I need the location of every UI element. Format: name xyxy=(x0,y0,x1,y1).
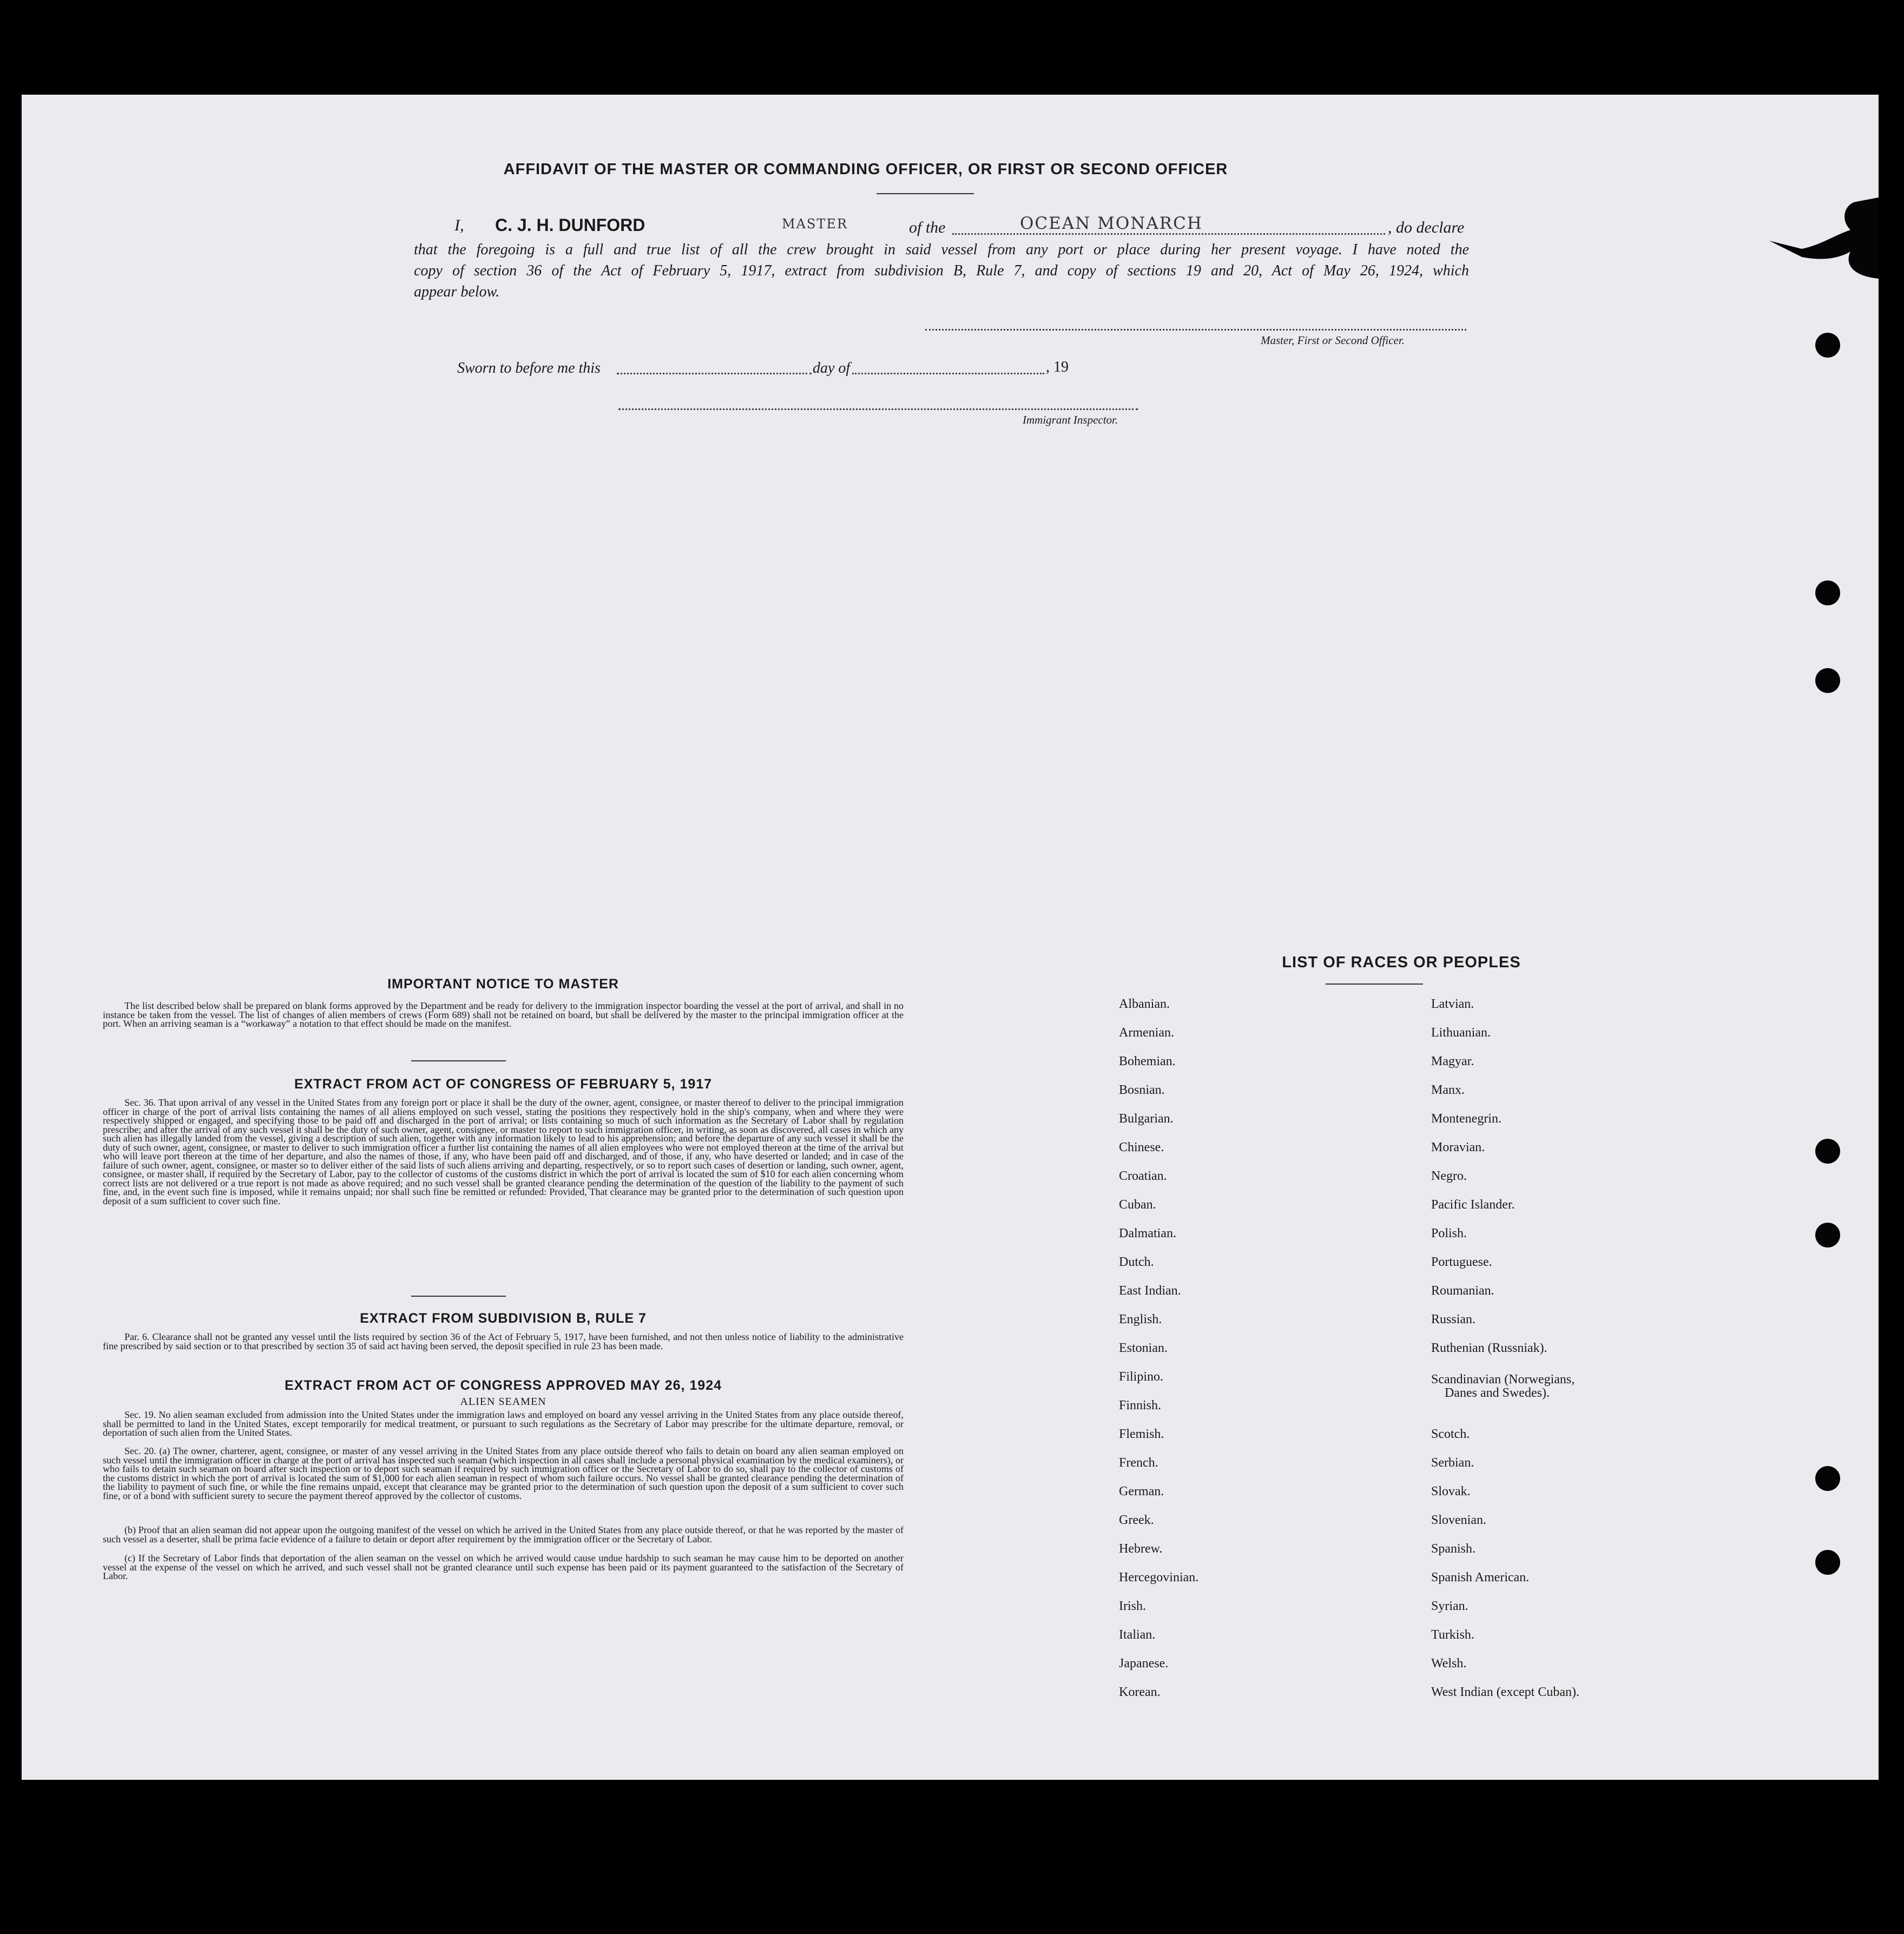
race-item: Spanish American. xyxy=(1431,1570,1530,1585)
declarant-prefix: I, xyxy=(454,216,464,234)
form-sheet xyxy=(22,95,1879,1780)
affidavit-title: AFFIDAVIT OF THE MASTER OR COMMANDING OFFICER, OR FIRST OR SECOND OFFICER xyxy=(503,161,1228,178)
extract-1917-text: Sec. 36. That upon arrival of any vessel in the United States from any foreign port or place it shall be the duty of the owner, agent, consignee, or master thereof to deliver to the principal immigration officer in charge of the port of arrival lists containing the names of all aliens employed on such vessel, stating the positions they respectively hold in the ship's company, when and where they were respectively shipped or engaged, and specifying those to be paid off and discharged in the port of arrival; or lists containing so much of such information as the Secretary of Labor shall by regulation prescribe; and after the arrival of any such vessel it shall be the duty of such owner, agent, consignee, or master to report to such immigration officer, in writing, as soon as discovered, all cases in which any such alien has illegally landed from the vessel, giving a description of such alien, together with any information likely to lead to his apprehension; and before the departure of any such vessel it shall be the duty of such owner, agent, consignee, or master to deliver to such immigration officer a further list containing the names of all alien employees who were not employed thereon at the time of the arrival but who will leave port thereon at the time of her departure, and also the names of those, if any, who have been paid off and discharged, and of those, if any, who have deserted or landed; and in case of the failure of such owner, agent, consignee, or master so to deliver either of the said lists of such aliens arriving and departing, respectively, or so to report such cases of desertion or landing, such owner, agent, consignee, or master shall, if required by the Secretary of Labor, pay to the collector of customs of the customs district in which the port of arrival is located the sum of $10 for each alien concerning whom correct lists are not delivered or a true report is not made as above required; and no such vessel shall be granted clearance pending the determination of the question of the liability to the payment of such fine, and, in the event such fine is imposed, while it remains unpaid; nor shall such fine be remitted or refunded: Provided, That clearance may be granted prior to the determination of such question upon deposit of a sum sufficient to cover such fine. xyxy=(103,1097,904,1206)
extract-1917-divider xyxy=(411,1296,506,1297)
rule7-heading: EXTRACT FROM SUBDIVISION B, RULE 7 xyxy=(360,1311,647,1326)
signature-caption: Master, First or Second Officer. xyxy=(1261,334,1405,347)
race-item: Finnish. xyxy=(1119,1398,1162,1412)
extract-1924-section-19: Sec. 19. No alien seaman excluded from admission into the United States under the immigration laws and employed on board any vessel arriving in the United States from any place outside thereof, shall be permitted to land in the United States, except temporarily for medical treatment, or pursuant to such regulations as the Secretary of Labor may prescribe for the ultimate departure, removal, or deportation of such alien from the United States. xyxy=(103,1409,904,1438)
race-item: Latvian. xyxy=(1431,997,1474,1011)
race-item: Slovenian. xyxy=(1431,1513,1486,1527)
race-item: Irish. xyxy=(1119,1599,1146,1613)
master-name: C. J. H. DUNFORD xyxy=(495,215,645,235)
inspector-signature-line[interactable] xyxy=(618,408,1138,410)
declaration-line-3: appear below. xyxy=(414,283,500,300)
race-item: Slovak. xyxy=(1431,1484,1471,1499)
race-item: West Indian (except Cuban). xyxy=(1431,1685,1579,1699)
signature-line[interactable] xyxy=(925,329,1466,331)
race-item: Lithuanian. xyxy=(1431,1026,1491,1040)
declaration-line-1: that the foregoing is a full and true list of all the crew brought in said vessel from any port or place during her present voyage. I have noted the xyxy=(414,241,1469,258)
race-item: Dalmatian. xyxy=(1119,1226,1176,1240)
title-divider xyxy=(877,193,974,194)
race-item: Japanese. xyxy=(1119,1656,1169,1671)
binder-hole xyxy=(1815,1223,1840,1247)
race-item: Bosnian. xyxy=(1119,1083,1165,1097)
notice-text: The list described below shall be prepared on blank forms approved by the Department and be ready for delivery to the immigration inspector boarding the vessel at the port of arrival, and shall in no instance be taken from the vessel. The list of changes of alien members of crews (Form 689) shall not be retained on board, but shall be delivered by the master to the principal immigration officer at the port. When an arriving seaman is a “workaway” a notation to that effect should be made on the manifest. xyxy=(103,1000,904,1029)
race-item: Ruthenian (Russniak). xyxy=(1431,1341,1547,1355)
races-divider xyxy=(1326,983,1423,985)
race-item: Italian. xyxy=(1119,1628,1156,1642)
extract-1924-heading: EXTRACT FROM ACT OF CONGRESS APPROVED MAY 26, 1924 xyxy=(284,1378,722,1393)
race-item: Polish. xyxy=(1431,1226,1467,1240)
notice-divider xyxy=(411,1060,506,1061)
race-item: Dutch. xyxy=(1119,1255,1154,1269)
binder-hole xyxy=(1815,333,1840,358)
officer-position: MASTER xyxy=(782,216,848,232)
binder-hole xyxy=(1815,1139,1840,1164)
race-item: Negro. xyxy=(1431,1169,1467,1183)
race-item: Greek. xyxy=(1119,1513,1154,1527)
race-item: Estonian. xyxy=(1119,1341,1168,1355)
sworn-label: Sworn to before me this xyxy=(457,360,601,377)
race-item: Turkish. xyxy=(1431,1628,1474,1642)
vessel-line xyxy=(952,233,1385,235)
race-item: Russian. xyxy=(1431,1312,1476,1326)
extract-1924-section-20b: (b) Proof that an alien seaman did not appear upon the outgoing manifest of the vessel on which he arrived in the United States from any place outside thereof, or that he was reported by the master of such vessel as a deserter, shall be prima facie evidence of a failure to detain or deport after requirement by the immigration officer or the Secretary of Labor. xyxy=(103,1524,904,1544)
race-item: Bulgarian. xyxy=(1119,1112,1174,1126)
binder-hole xyxy=(1815,1466,1840,1491)
race-item: Bohemian. xyxy=(1119,1054,1176,1068)
race-item: Albanian. xyxy=(1119,997,1170,1011)
alien-seamen-subheading: ALIEN SEAMEN xyxy=(460,1396,546,1408)
extract-1924-section-20a: Sec. 20. (a) The owner, charterer, agent, consignee, or master of any vessel arriving in the United States from any place outside thereof who fails to detain on board any alien seaman employed on such vessel until the immigration officer in charge at the port of arrival has inspected such seaman (which inspection in all cases shall include a personal physical examination by the medical examiners), or who fails to detain such seaman on board after such inspection or to deport such seaman if required by such immigration officer or the Secretary of Labor to do so, shall pay to the collector of customs of the customs district in which the port of arrival is located the sum of $1,000 for each alien seaman in respect of whom such failure occurs. No vessel shall be granted clearance pending the determination of the liability to payment of such fine, or while the fine remains unpaid, except that clearance may be granted prior to the determination of such question upon the deposit of a sum sufficient to cover such fine, or of a bond with sufficient surety to secure the payment thereof approved by the collector of customs. xyxy=(103,1445,904,1501)
race-item: Flemish. xyxy=(1119,1427,1164,1441)
extract-1917-heading: EXTRACT FROM ACT OF CONGRESS OF FEBRUARY 5, 1917 xyxy=(294,1077,713,1092)
race-item: Portuguese. xyxy=(1431,1255,1492,1269)
inspector-caption: Immigrant Inspector. xyxy=(1023,413,1118,426)
race-item: East Indian. xyxy=(1119,1284,1181,1298)
race-item: Cuban. xyxy=(1119,1198,1156,1212)
race-item: Roumanian. xyxy=(1431,1284,1494,1298)
race-item: Hebrew. xyxy=(1119,1542,1163,1556)
notice-heading: IMPORTANT NOTICE TO MASTER xyxy=(387,976,619,992)
binder-hole xyxy=(1815,1550,1840,1575)
race-item: Croatian. xyxy=(1119,1169,1167,1183)
race-item: Korean. xyxy=(1119,1685,1161,1699)
race-item: Spanish. xyxy=(1431,1542,1476,1556)
race-item: Welsh. xyxy=(1431,1656,1467,1671)
binder-hole xyxy=(1815,668,1840,693)
race-item: Magyar. xyxy=(1431,1054,1474,1068)
race-item: Filipino. xyxy=(1119,1370,1164,1384)
race-item: Pacific Islander. xyxy=(1431,1198,1515,1212)
race-item: Scandinavian (Norwegians, xyxy=(1431,1372,1575,1387)
sworn-day-line[interactable] xyxy=(617,373,812,374)
race-item: French. xyxy=(1119,1456,1158,1470)
torn-edge-mark xyxy=(1769,197,1879,279)
race-item: Montenegrin. xyxy=(1431,1112,1501,1126)
races-heading: LIST OF RACES OR PEOPLES xyxy=(1282,954,1521,971)
day-of-label: day of xyxy=(813,360,851,377)
race-item: Hercegovinian. xyxy=(1119,1570,1199,1585)
of-the-label: of the xyxy=(909,219,946,236)
year-label: , 19 xyxy=(1046,359,1069,375)
race-item: Moravian. xyxy=(1431,1140,1485,1154)
do-declare: , do declare xyxy=(1388,219,1465,236)
race-item: Manx. xyxy=(1431,1083,1465,1097)
race-item: English. xyxy=(1119,1312,1162,1326)
race-item: Serbian. xyxy=(1431,1456,1474,1470)
race-item: Scotch. xyxy=(1431,1427,1470,1441)
sworn-month-line[interactable] xyxy=(852,373,1044,374)
race-item: Armenian. xyxy=(1119,1026,1174,1040)
race-item: Danes and Swedes). xyxy=(1445,1386,1550,1400)
race-item: Chinese. xyxy=(1119,1140,1164,1154)
race-item: Syrian. xyxy=(1431,1599,1468,1613)
declaration-line-2: copy of section 36 of the Act of February 5, 1917, extract from subdivision B, Rule 7, and copy of sections 19 and 20, Act of May 26, 1924, which xyxy=(414,262,1469,279)
extract-1924-section-20c: (c) If the Secretary of Labor finds that deportation of the alien seaman on the vessel on which he arrived would cause undue hardship to such seaman he may cause him to be deported on another vessel at the expense of the vessel on which he arrived, and such vessel shall not be granted clearance until such expense has been paid or its payment guaranteed to the satisfaction of the Secretary of Labor. xyxy=(103,1553,904,1581)
vessel-name: OCEAN MONARCH xyxy=(1020,214,1203,233)
race-item: German. xyxy=(1119,1484,1164,1499)
binder-hole xyxy=(1815,580,1840,605)
rule7-text: Par. 6. Clearance shall not be granted any vessel until the lists required by section 36 of the Act of February 5, 1917, have been furnished, and not then unless notice of liability to the administrative fine prescribed by said section or to that prescribed by section 35 of said act having been served, the deposit specified in rule 23 has been made. xyxy=(103,1331,904,1351)
